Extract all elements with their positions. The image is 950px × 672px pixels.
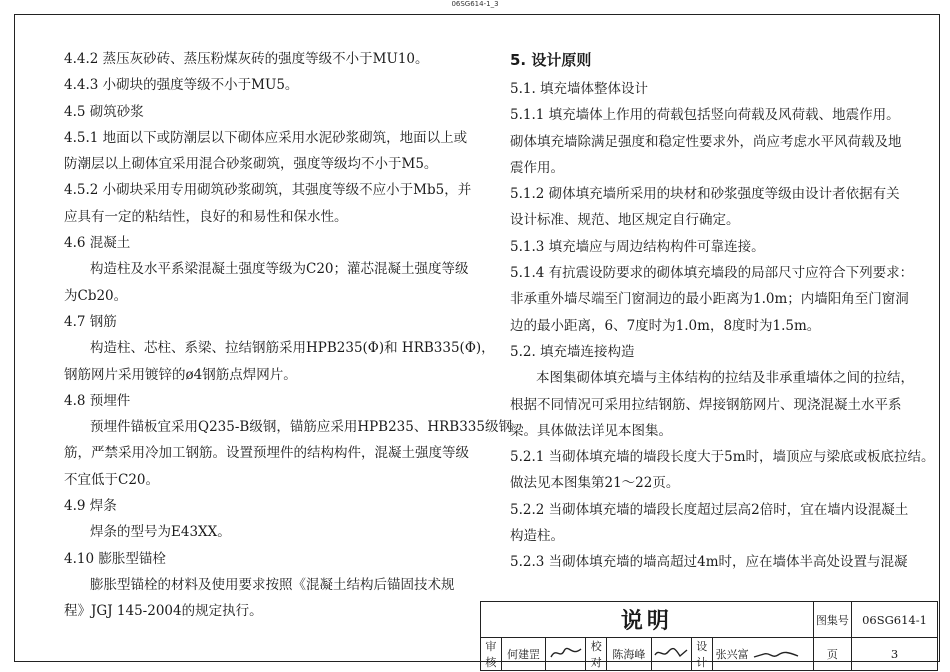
right-text-line: 根据不同情况可采用拉结钢筋、焊接钢筋网片、现浇混凝土水平系 xyxy=(510,396,902,413)
right-text-line: 5.1.2 砌体填充墙所采用的块材和砂浆强度等级由设计者依据有关 xyxy=(510,186,900,203)
left-text-line: 钢筋网片采用镀锌的ø4钢筋点焊网片。 xyxy=(64,366,297,383)
title-block xyxy=(480,601,938,671)
right-text-line: 5.1. 填充墙体整体设计 xyxy=(510,81,649,97)
left-text-line: 4.4.2 蒸压灰砂砖、蒸压粉煤灰砖的强度等级不小于MU10。 xyxy=(64,51,429,67)
left-text-line: 4.5.1 地面以下或防潮层以下砌体应采用水泥砂浆砌筑，地面以上或 xyxy=(64,129,468,146)
reviewer-name: 何建罡 xyxy=(501,638,546,671)
right-text-line: 设计标准、规范、地区规定自行确定。 xyxy=(510,212,740,229)
left-column xyxy=(64,46,512,625)
designer-cell xyxy=(712,638,813,671)
left-text-line: 4.9 焊条 xyxy=(64,498,117,515)
right-text-line: 梁。具体做法详见本图集。 xyxy=(510,422,672,439)
atlas-number: 06SG614-1 xyxy=(852,602,938,638)
right-text-line: 5.1.3 填充墙应与周边结构构件可靠连接。 xyxy=(510,238,765,255)
left-text-line: 为Cb20。 xyxy=(64,287,128,304)
left-text-line: 构造柱及水平系梁混凝土强度等级为C20；灌芯混凝土强度等级 xyxy=(90,261,469,278)
left-text-line: 4.7 钢筋 xyxy=(64,313,117,330)
right-text-line: 5.2.1 当砌体填充墙的墙段长度大于5m时，墙顶应与梁底或板底拉结。 xyxy=(510,449,935,466)
right-text-line: 5.2. 填充墙连接构造 xyxy=(510,343,635,360)
check-label: 校对 xyxy=(586,638,607,671)
left-text-line: 4.4.3 小砌块的强度等级不小于MU5。 xyxy=(64,77,299,94)
checker-signature xyxy=(651,638,691,671)
right-text-line: 5.1.1 填充墙体上作用的荷载包括竖向荷载及风荷载、地震作用。 xyxy=(510,107,900,124)
right-text-line: 震作用。 xyxy=(510,159,564,176)
file-label: 06SG614-1_3 xyxy=(451,0,499,8)
right-text-line: 边的最小距离，6、7度时为1.0m，8度时为1.5m。 xyxy=(510,317,821,334)
left-text-line: 防潮层以上砌体宜采用混合砂浆砌筑，强度等级均不小于M5。 xyxy=(64,156,438,173)
left-text-line: 不宜低于C20。 xyxy=(64,471,160,488)
left-text-line: 焊条的型号为E43XX。 xyxy=(90,524,231,541)
left-text-line: 4.5 砌筑砂浆 xyxy=(64,103,144,120)
right-text-line: 非承重外墙尽端至门窗洞边的最小距离为1.0m；内墙阳角至门窗洞 xyxy=(510,291,909,308)
left-text-line: 程》JGJ 145-2004的规定执行。 xyxy=(64,603,263,620)
right-column-body xyxy=(510,76,935,576)
right-text-line: 砌体填充墙除满足强度和稳定性要求外，尚应考虑水平风荷载及地 xyxy=(510,133,902,150)
right-text-line: 5.1.4 有抗震设防要求的砌体填充墙段的局部尺寸应符合下列要求： xyxy=(510,265,914,282)
right-text-line: 5.2.2 当砌体填充墙的墙段长度超过层高2倍时，宜在墙内设混凝土 xyxy=(510,501,909,518)
left-text-line: 4.5.2 小砌块采用专用砌筑砂浆砌筑，其强度等级不应小于Mb5，并 xyxy=(64,182,472,199)
left-text-line: 4.8 预埋件 xyxy=(64,392,131,409)
right-text-line: 做法见本图集第21～22页。 xyxy=(510,475,680,492)
checker-signature-mark xyxy=(653,645,689,661)
section-heading: 5. 设计原则 xyxy=(510,51,592,69)
right-text-line: 5.2.3 当砌体填充墙的墙高超过4m时，应在墙体半高处设置与混凝 xyxy=(510,554,908,571)
design-label: 设计 xyxy=(691,638,712,671)
left-text-line: 预埋件锚板宜采用Q235-B级钢，锚筋应采用HPB235、HRB335级钢 xyxy=(90,419,512,436)
atlas-number-label: 图集号 xyxy=(813,602,851,638)
right-text-line: 构造柱。 xyxy=(510,528,564,545)
page-label: 页 xyxy=(813,638,851,671)
checker-name: 陈海峰 xyxy=(607,638,652,671)
designer-signature-mark xyxy=(752,648,800,662)
reviewer-signature-mark xyxy=(548,645,584,661)
left-text-line: 膨胀型锚栓的材料及使用要求按照《混凝土结构后锚固技术规 xyxy=(90,576,455,593)
designer-name: 张兴富 xyxy=(715,648,749,661)
left-text-line: 应具有一定的粘结性，良好的和易性和保水性。 xyxy=(64,208,348,225)
left-text-line: 4.6 混凝土 xyxy=(64,235,131,252)
sheet-title: 说明 xyxy=(481,602,814,638)
page-number: 3 xyxy=(852,638,938,671)
left-text-line: 4.10 膨胀型锚栓 xyxy=(64,550,166,567)
left-text-line: 构造柱、芯柱、系梁、拉结钢筋采用HPB235(Φ)和 HRB335(Φ)， xyxy=(90,340,495,357)
reviewer-signature xyxy=(546,638,586,671)
left-text-line: 筋，严禁采用冷加工钢筋。设置预埋件的结构构件，混凝土强度等级 xyxy=(64,445,469,462)
right-text-line: 本图集砌体填充墙与主体结构的拉结及非承重墙体之间的拉结， xyxy=(536,370,914,387)
review-label: 审核 xyxy=(481,638,502,671)
right-column xyxy=(510,46,935,576)
